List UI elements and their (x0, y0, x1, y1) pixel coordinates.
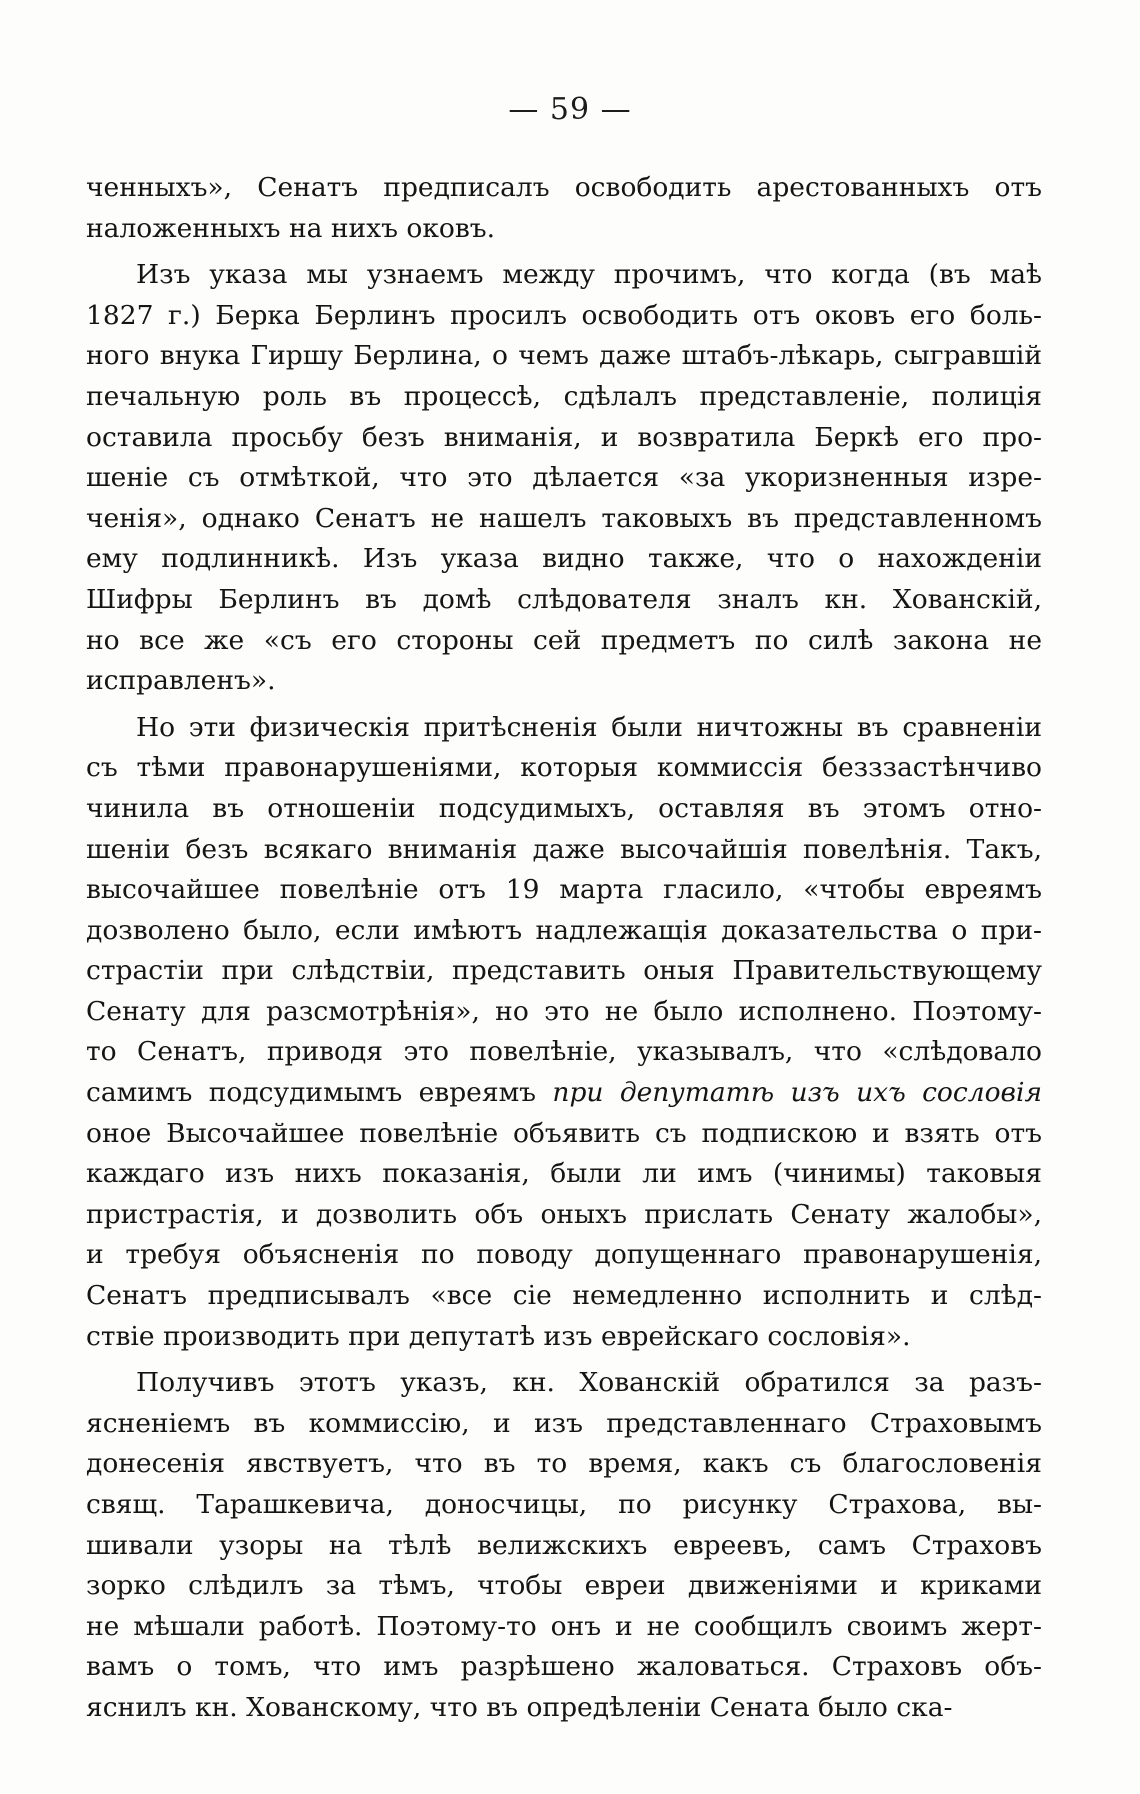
italic-phrase: при депутатѣ изъ ихъ сословія (552, 1077, 1042, 1109)
text-line: каждаго изъ нихъ показанія, были ли имъ (чинимы) таковыя (86, 1158, 1042, 1190)
text-line: высочайшее повелѣніе отъ 19 марта гласило, «чтобы евреямъ (86, 874, 1042, 906)
text-line: исправленъ». (86, 665, 276, 697)
text-line: свящ. Тарашкевича, доносчицы, по рисунку Страхова, вы- (86, 1489, 1042, 1520)
text-line: оставила просьбу безъ вниманія, и возвратила Беркѣ его про- (86, 421, 1042, 453)
text-line: страстіи при слѣдствіи, представить оныя Правительствующему (86, 955, 1042, 987)
text-line: шивали узоры на тѣлѣ велижскихъ евреевъ, самъ Страховъ (86, 1529, 1042, 1561)
text-line: съ тѣми правонарушеніями, которыя коммиссія безззастѣнчиво (86, 752, 1042, 784)
text-line: оное Высочайшее повелѣніе объявить съ подпискою и взять отъ (86, 1117, 1042, 1149)
text-line: ного внука Гиршу Берлина, о чемъ даже штабъ-лѣкарь, сыгравшій (86, 340, 1042, 372)
text-line: пристрастія, и дозволить объ оныхъ прислать Сенату жалобы», (86, 1198, 1042, 1230)
text-line: ему подлинникѣ. Изъ указа видно также, что о нахожденіи (86, 543, 1042, 575)
page-number: — 59 — (508, 92, 632, 127)
text-line: зорко слѣдилъ за тѣмъ, чтобы евреи движеніями и криками (86, 1570, 1042, 1602)
text-line: ченныхъ», Сенатъ предписалъ освободить арестованныхъ отъ (86, 172, 1042, 203)
text-line: Получивъ этотъ указъ, кн. Хованскій обратился за разъ- (136, 1367, 1042, 1399)
text-line: шеніи безъ всякаго вниманія даже высочайшія повелѣнія. Такъ, (86, 833, 1042, 865)
text-line: ясненіемъ въ коммиссію, и изъ представленнаго Страховымъ (86, 1407, 1042, 1439)
text-line: Сенатъ предписывалъ «все сіе немедленно исполнить и слѣд- (86, 1280, 1042, 1312)
text-line: ченія», однако Сенатъ не нашелъ таковыхъ въ представленномъ (86, 502, 1042, 534)
text-line: шеніе съ отмѣткой, что это дѣлается «за укоризненныя изре- (86, 462, 1042, 494)
text-line: чинила въ отношеніи подсудимыхъ, оставляя въ этомъ отно- (86, 792, 1042, 824)
text-line: наложенныхъ на нихъ оковъ. (86, 212, 496, 244)
text-line: не мѣшали работѣ. Поэтому-то онъ и не сообщилъ своимъ жерт- (86, 1610, 1042, 1642)
text-line: вамъ о томъ, что имъ разрѣшено жаловаться. Страховъ объ- (86, 1651, 1042, 1683)
text-line: 1827 г.) Берка Берлинъ просилъ освободить отъ оковъ его боль- (86, 299, 1042, 331)
text-line: то Сенатъ, приводя это повелѣніе, указывалъ, что «слѣдовало (86, 1036, 1042, 1068)
text-line: Сенату для разсмотрѣнія», но это не было исполнено. Поэтому- (86, 995, 1042, 1027)
text-line: но все же «съ его стороны сей предметъ по силѣ закона не (86, 624, 1042, 656)
text-line: Но эти физическія притѣсненія были ничтожны въ сравненіи (136, 711, 1042, 743)
text-line: донесенія явствуетъ, что въ то время, какъ съ благословенія (86, 1448, 1042, 1480)
text-line: дозволено было, если имѣютъ надлежащія доказательства о при- (86, 914, 1042, 946)
text-line: Шифры Берлинъ въ домѣ слѣдователя зналъ кн. Хованскій, (86, 583, 1042, 615)
text-line: ствіе производить при депутатѣ изъ еврейскаго сословія». (86, 1320, 911, 1352)
text-line: печальную роль въ процессѣ, сдѣлалъ представленіе, полиція (86, 380, 1042, 412)
body-text (86, 168, 1042, 1729)
text-line: и требуя объясненія по поводу допущеннаго правонарушенія, (86, 1239, 1042, 1271)
text-line: Изъ указа мы узнаемъ между прочимъ, что когда (въ маѣ (136, 259, 1042, 291)
text-line: самимъ подсудимымъ евреямъ при депутатѣ изъ ихъ сословія (86, 1077, 1042, 1109)
text-line: яснилъ кн. Хованскому, что въ опредѣленіи Сената было ска- (86, 1691, 953, 1723)
